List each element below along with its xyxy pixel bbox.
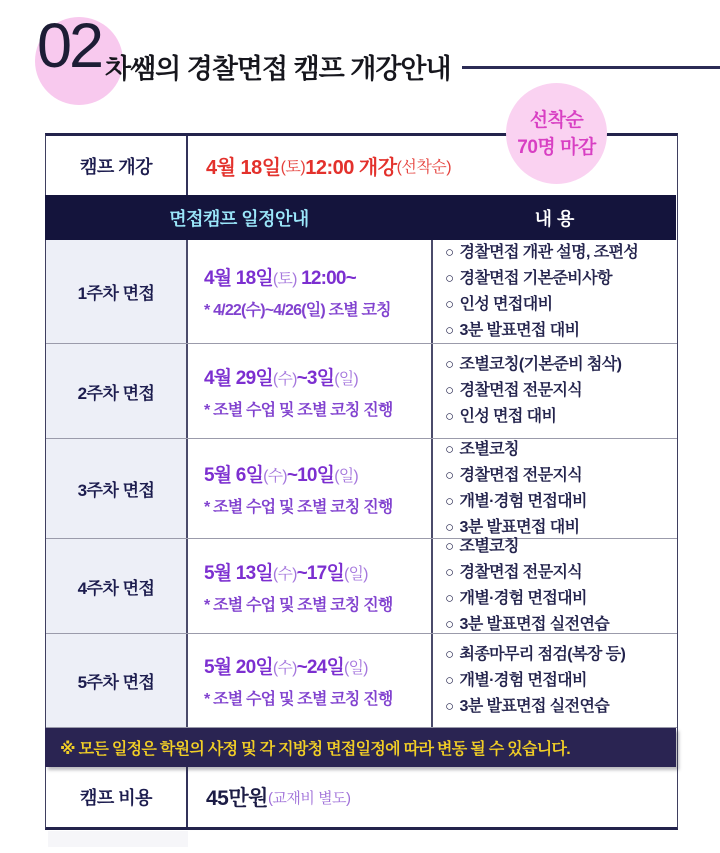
list-item [445, 465, 677, 487]
circle-bullet-icon: ○ [445, 616, 454, 633]
page-title: 차쌤의 경찰면접 캠프 개강안내 [105, 54, 451, 84]
list-item [445, 588, 677, 610]
item-text: 개별·경험 면접대비 [459, 671, 587, 689]
week-date-cell [188, 539, 433, 633]
item-text: 3분 발표면접 대비 [459, 518, 580, 536]
camp-open-label: 캠프 개강 [46, 136, 188, 195]
list-item [445, 491, 677, 513]
date-segment: ~3일 [296, 367, 335, 389]
date-segment: 12:00~ [296, 268, 356, 289]
list-item [445, 670, 677, 692]
circle-bullet-icon: ○ [445, 321, 454, 339]
title-rule [462, 66, 720, 69]
date-segment: (수) [263, 468, 287, 485]
table-row-camp-fee [46, 767, 677, 827]
date-segment: 5월 20일 [204, 657, 273, 678]
circle-bullet-icon: ○ [445, 243, 454, 261]
list-item [445, 380, 677, 402]
date-segment: ~10일 [286, 465, 335, 486]
item-text: 조별코칭(기본준비 첨삭) [459, 356, 622, 373]
week-date [204, 460, 431, 487]
week-subnote: * 4/22(수)~4/26(일) 조별 코칭 [204, 302, 391, 319]
week-date [204, 263, 431, 290]
date-segment: 5월 13일 [204, 562, 273, 584]
section-number: 02 [37, 11, 102, 81]
item-text: 최종마무리 점검(복장 등) [459, 645, 626, 663]
list-item [445, 320, 677, 342]
item-text: 경찰면접 전문지식 [459, 564, 583, 581]
date-segment: ~17일 [296, 562, 344, 584]
list-item [445, 242, 677, 264]
badge-line2: 70명 마감 [517, 136, 596, 158]
list-item [445, 406, 677, 428]
list-item [445, 562, 677, 584]
week-items [433, 439, 677, 538]
date-segment: (일) [344, 660, 368, 677]
table-row-week3 [46, 439, 677, 539]
list-item [445, 354, 677, 376]
header-content: 내 용 [534, 208, 575, 229]
week-items [433, 344, 677, 438]
date-segment: (일) [334, 370, 358, 388]
camp-fee-label: 캠프 비용 [46, 767, 188, 827]
week-label: 2주차 면접 [46, 344, 188, 438]
list-item [445, 294, 677, 316]
week-items [433, 240, 677, 343]
item-text: 경찰면접 전문지식 [459, 466, 583, 484]
schedule-change-notice: ※ 모든 일정은 학원의 사정 및 각 지방청 면접일정에 따라 변동 될 수 있습니다. [45, 728, 676, 767]
first-come-badge [506, 83, 607, 184]
item-text: 개별·경험 면접대비 [459, 492, 587, 510]
date-segment: ~24일 [296, 657, 344, 678]
date-segment: (토) [280, 159, 306, 176]
item-text: 조별코칭 [459, 440, 519, 458]
week-label: 4주차 면접 [46, 539, 188, 633]
circle-bullet-icon: ○ [445, 269, 454, 287]
date-segment: (수) [272, 565, 297, 583]
list-item [445, 614, 677, 636]
header-schedule: 면접캠프 일정안내 [169, 208, 309, 229]
item-text: 경찰면접 개관 설명, 조편성 [459, 243, 639, 261]
item-text: 조별코칭 [459, 538, 519, 555]
week-items [433, 539, 677, 633]
table-row-week5 [46, 634, 677, 728]
camp-schedule-table [45, 133, 678, 830]
week-subnote: * 조별 수업 및 조별 코칭 진행 [204, 596, 393, 614]
week-date-cell [188, 439, 433, 538]
item-text: 개별·경험 면접대비 [459, 590, 587, 607]
table-row-week1 [46, 240, 677, 344]
circle-bullet-icon: ○ [445, 356, 454, 373]
item-text: 3분 발표면접 실전연습 [459, 697, 610, 715]
week-label: 1주차 면접 [46, 240, 188, 343]
list-item [445, 696, 677, 718]
item-text: 인성 면접 대비 [459, 408, 557, 425]
item-text: 3분 발표면접 실전연습 [459, 616, 610, 633]
date-segment: (일) [344, 565, 368, 583]
list-item [445, 268, 677, 290]
list-item [445, 536, 677, 558]
circle-bullet-icon: ○ [445, 518, 454, 536]
circle-bullet-icon: ○ [445, 564, 454, 581]
circle-bullet-icon: ○ [445, 590, 454, 607]
circle-bullet-icon: ○ [445, 492, 454, 510]
table-footer-bleed [48, 831, 188, 847]
date-segment: (선착순) [396, 159, 452, 176]
week-subnote: * 조별 수업 및 조별 코칭 진행 [204, 691, 393, 708]
circle-bullet-icon: ○ [445, 697, 454, 715]
week-subnote: * 조별 수업 및 조별 코칭 진행 [204, 499, 393, 516]
date-segment: 12:00 개강 [305, 157, 397, 179]
week-date [204, 652, 431, 679]
circle-bullet-icon: ○ [445, 466, 454, 484]
week-date-cell [188, 634, 433, 727]
circle-bullet-icon: ○ [445, 440, 454, 458]
date-segment: 4월 18일 [204, 268, 273, 289]
circle-bullet-icon: ○ [445, 538, 454, 555]
circle-bullet-icon: ○ [445, 645, 454, 663]
table-row-week2 [46, 344, 677, 439]
item-text: 인성 면접대비 [459, 295, 553, 313]
list-item [445, 439, 677, 461]
circle-bullet-icon: ○ [445, 408, 454, 425]
date-segment: (토) [272, 271, 297, 288]
week-date-cell [188, 240, 433, 343]
date-segment: (수) [272, 370, 297, 388]
camp-fee-value [188, 767, 677, 827]
list-item [445, 644, 677, 666]
date-segment: (수) [272, 660, 297, 677]
week-date [204, 363, 431, 390]
week-subnote: * 조별 수업 및 조별 코칭 진행 [204, 401, 393, 419]
item-text: 경찰면접 전문지식 [459, 382, 583, 399]
date-segment: (일) [334, 468, 358, 485]
date-segment: 5월 6일 [204, 465, 264, 486]
item-text: 3분 발표면접 대비 [459, 321, 580, 339]
week-label: 5주차 면접 [46, 634, 188, 727]
week-date [204, 558, 431, 585]
table-header-row [45, 195, 676, 240]
date-segment: 4월 29일 [204, 367, 273, 389]
circle-bullet-icon: ○ [445, 295, 454, 313]
week-label: 3주차 면접 [46, 439, 188, 538]
week-items [433, 634, 677, 727]
item-text: 경찰면접 기본준비사항 [459, 269, 612, 287]
badge-line1: 선착순 [529, 109, 584, 131]
week-date-cell [188, 344, 433, 438]
fee-amount: 45만원 [206, 787, 268, 810]
table-row-week4 [46, 539, 677, 634]
fee-note: (교재비 별도) [267, 789, 351, 807]
circle-bullet-icon: ○ [445, 382, 454, 399]
circle-bullet-icon: ○ [445, 671, 454, 689]
date-segment: 4월 18일 [206, 157, 281, 179]
